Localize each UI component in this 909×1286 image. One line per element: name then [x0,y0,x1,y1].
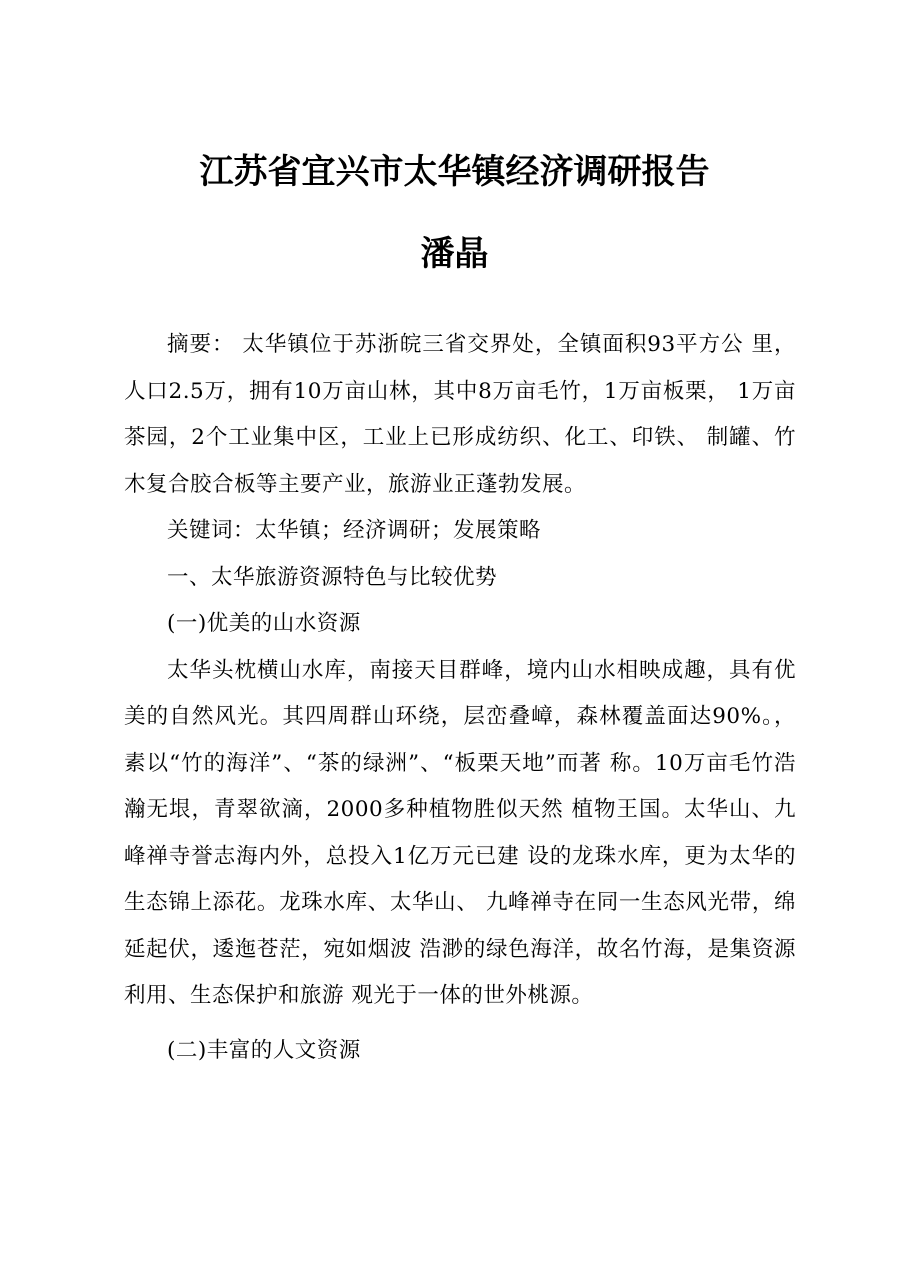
body-paragraph-landscape: 太华头枕横山水库，南接天目群峰，境内山水相映成趣，具有优美的自然风光。其四周群山环绕，层峦叠嶂，森林覆盖面达90%。，素以“竹的海洋”、“茶的绿洲”、“板栗天地”而著 称。10万亩毛竹浩瀚无垠，青翠欲滴，2000多种植物胜似天然 植物王国。太华山、九峰禅寺誉志海内外，总投入1亿万元已建 设的龙珠水库，更为太华的生态锦上添花。龙珠水库、太华山、 九峰禅寺在同一生态风光带，绵延起伏，逶迤苍茫，宛如烟波 浩渺的绿色海洋，故名竹海，是集资源利用、生态保护和旅游 观光于一体的世外桃源。 [124,657,796,1008]
subsection-heading-2: (二)丰富的人文资源 [167,1037,361,1063]
document-body [124,322,796,1074]
abstract-paragraph: 摘要： 太华镇位于苏浙皖三省交界处，全镇面积93平方公 里，人口2.5万，拥有10万亩山林，其中8万亩毛竹，1万亩板栗， 1万亩茶园，2个工业集中区，工业上已形成纺织、化工、印铁、 制罐、竹木复合胶合板等主要产业，旅游业正蓬勃发展。 [124,332,796,497]
document-title: 江苏省宜兴市太华镇经济调研报告 [199,152,710,192]
keywords-paragraph: 关键词：太华镇；经济调研；发展策略 [167,518,542,543]
section-heading-1: 一、太华旅游资源特色与比较优势 [167,564,498,590]
document-author: 潘晶 [420,234,489,274]
subsection-heading-1: (一)优美的山水资源 [167,611,361,636]
